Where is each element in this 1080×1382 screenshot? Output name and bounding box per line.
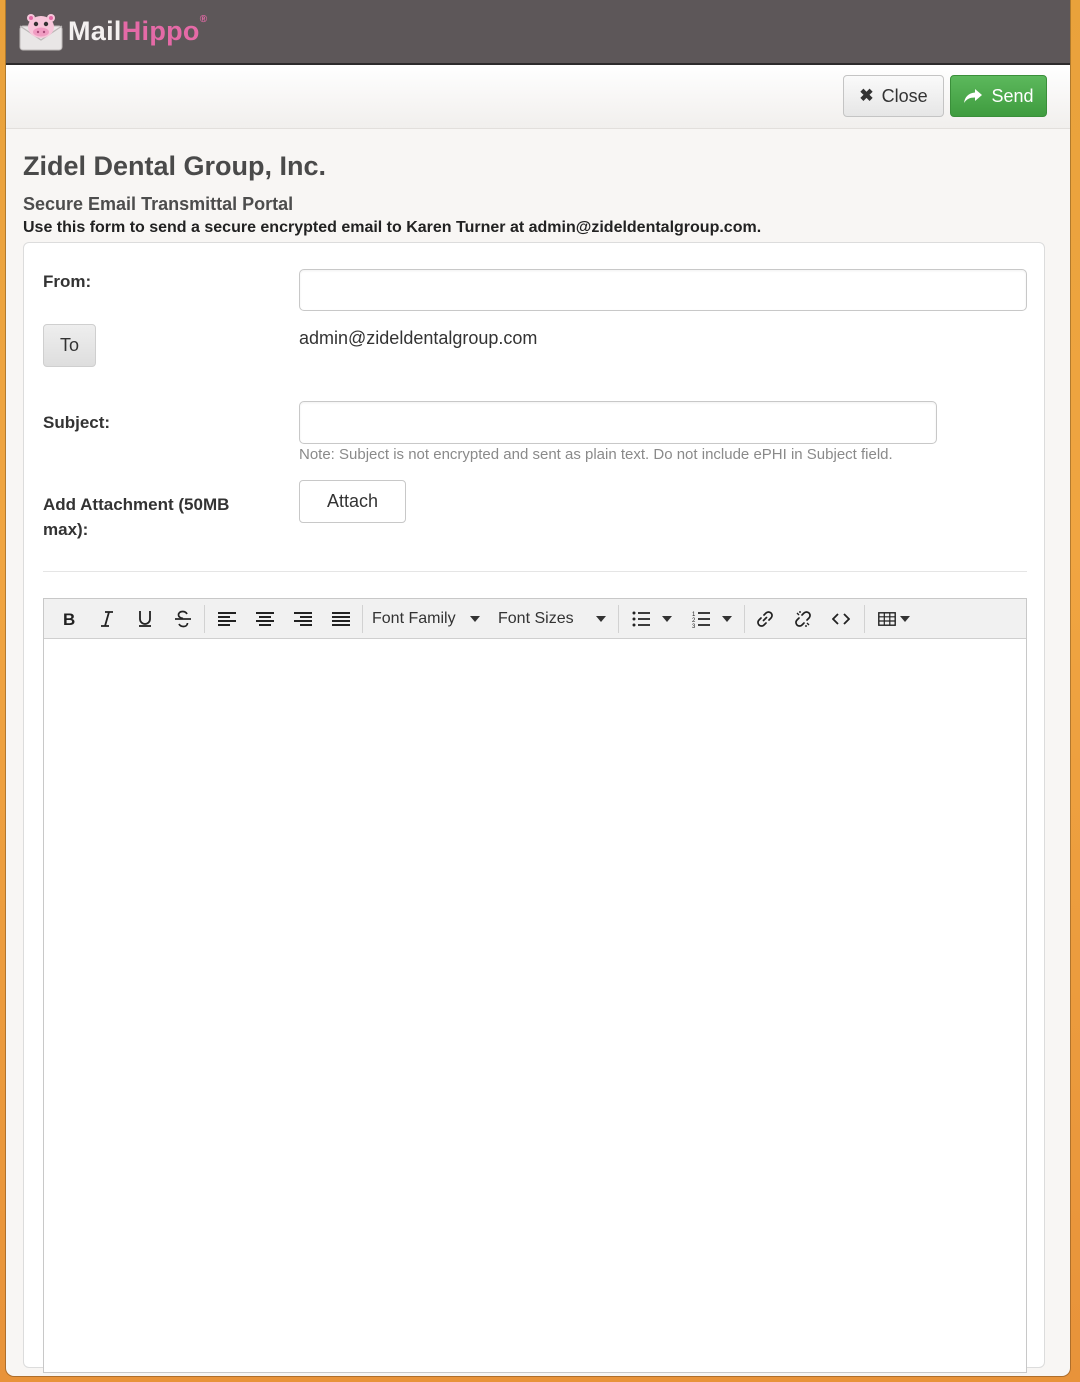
underline-button[interactable] (128, 599, 162, 638)
chevron-down-icon (662, 616, 672, 622)
svg-text:1: 1 (692, 611, 696, 618)
page-header (6, 151, 1070, 237)
table-icon (878, 612, 896, 626)
toolbar-separator (204, 605, 205, 633)
toolbar-separator (618, 605, 619, 633)
logo-wordmark (68, 16, 207, 47)
subject-input[interactable] (299, 401, 937, 444)
unlink-icon (794, 610, 812, 628)
unlink-button[interactable] (786, 599, 820, 638)
close-x-icon: ✖ (859, 86, 874, 105)
chevron-down-icon (470, 616, 480, 622)
toolbar-separator (362, 605, 363, 633)
send-button-label: Send (991, 85, 1034, 106)
mailhippo-logo[interactable] (18, 12, 207, 52)
close-button[interactable] (843, 75, 944, 117)
registered-mark: ® (199, 14, 208, 25)
send-button[interactable] (950, 75, 1047, 117)
font-family-label: Font Family (372, 609, 456, 627)
close-button-label: Close (881, 85, 928, 106)
attachment-label-line2: max): (43, 520, 89, 539)
align-justify-icon (332, 611, 350, 627)
align-right-button[interactable] (286, 599, 320, 638)
align-center-button[interactable] (248, 599, 282, 638)
strikethrough-icon (174, 610, 192, 628)
chevron-down-icon (722, 616, 732, 622)
numbered-list-icon (692, 610, 710, 628)
svg-text:3: 3 (692, 623, 696, 628)
attachment-label-line1: Add Attachment (50MB (43, 495, 230, 514)
logo-mail-text: Mail (68, 16, 122, 46)
top-bar (6, 0, 1070, 65)
bullet-list-icon (632, 611, 650, 627)
toolbar-separator (864, 605, 865, 633)
underline-icon (137, 610, 153, 628)
italic-icon (99, 610, 115, 628)
instructions-text: Use this form to send a secure encrypted email to Karen Turner at admin@zideldentalgroup.com. (23, 219, 762, 236)
hippo-logo-icon (18, 12, 64, 52)
code-icon (832, 612, 850, 626)
align-left-icon (218, 611, 236, 627)
action-bar (6, 65, 1070, 129)
app-window (6, 0, 1070, 1376)
insert-link-button[interactable] (748, 599, 782, 638)
strikethrough-button[interactable] (166, 599, 200, 638)
font-family-dropdown[interactable] (368, 599, 484, 638)
portal-title: Secure Email Transmittal Portal (23, 194, 294, 214)
svg-text:2: 2 (692, 617, 696, 624)
subject-label: Subject: (43, 413, 111, 432)
form-divider (43, 571, 1027, 572)
code-view-button[interactable] (824, 599, 858, 638)
numbered-list-button[interactable] (686, 599, 738, 638)
share-arrow-icon (963, 88, 983, 104)
company-name: Zidel Dental Group, Inc. (23, 151, 327, 181)
align-left-button[interactable] (210, 599, 244, 638)
to-button[interactable]: To (43, 324, 96, 367)
bullet-list-button[interactable] (626, 599, 678, 638)
subject-note: Note: Subject is not encrypted and sent as plain text. Do not include ePHI in Subject field. (299, 446, 893, 463)
font-sizes-dropdown[interactable] (494, 599, 610, 638)
chevron-down-icon (596, 616, 606, 622)
attach-button[interactable]: Attach (299, 480, 406, 523)
editor-toolbar (44, 599, 1026, 639)
chevron-down-icon (900, 616, 910, 622)
insert-table-button[interactable] (872, 599, 916, 638)
toolbar-separator (744, 605, 745, 633)
from-input[interactable] (299, 269, 1027, 311)
from-label: From: (43, 272, 92, 291)
bold-icon (61, 610, 77, 628)
logo-hippo-text: Hippo (121, 16, 200, 46)
link-icon (756, 610, 774, 628)
svg-text:B: B (63, 609, 76, 628)
to-address: admin@zideldentalgroup.com (299, 328, 538, 348)
align-right-icon (294, 611, 312, 627)
rich-text-editor (43, 598, 1027, 1373)
align-center-icon (256, 611, 274, 627)
bold-button[interactable] (52, 599, 86, 638)
attachment-label (43, 492, 229, 542)
align-justify-button[interactable] (324, 599, 358, 638)
compose-form-panel (23, 242, 1045, 1368)
font-sizes-label: Font Sizes (498, 609, 574, 627)
italic-button[interactable] (90, 599, 124, 638)
message-body-editor[interactable] (44, 639, 1026, 1372)
